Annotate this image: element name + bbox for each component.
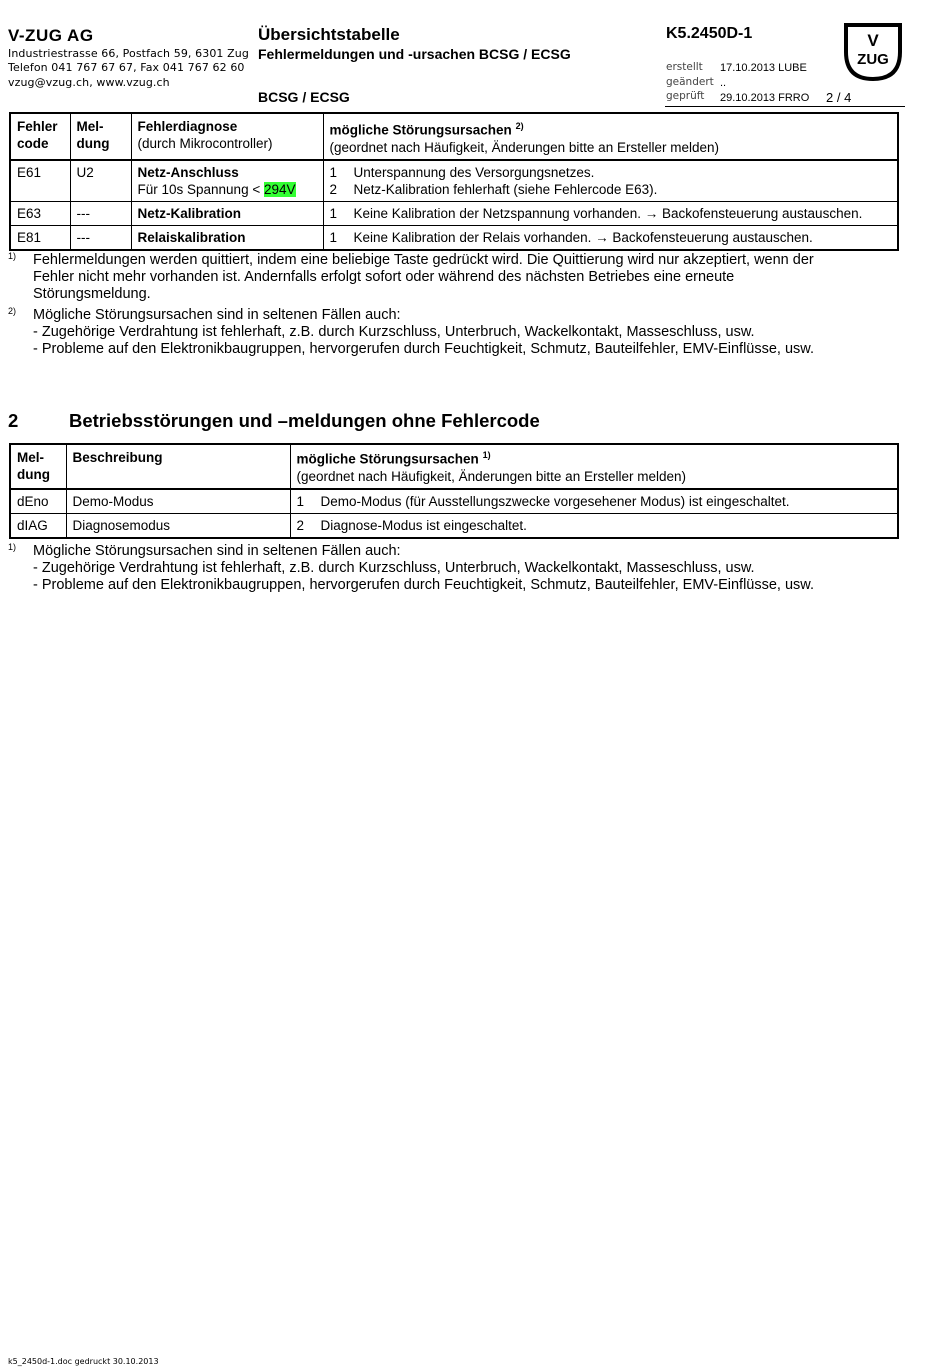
document-number: K5.2450D-1 (666, 25, 753, 42)
row-diagnose: Netz-Kalibration (131, 201, 323, 225)
row-causes: 1 Keine Kalibration der Netzspannung vorhanden. → Backofensteuerung austauschen. (323, 201, 898, 225)
document-title: Übersichtstabelle (258, 25, 400, 44)
company-name: V-ZUG AG (8, 26, 94, 45)
header-causes: mögliche Störungsursachen $^{2)}$ (geordnet nach Häufigkeit, Änderungen bitte an Ersteller melden) (323, 113, 898, 160)
svg-text:V: V (867, 31, 879, 50)
row-meldung: --- (70, 201, 131, 225)
row-beschreibung: Demo-Modus (66, 489, 290, 514)
row-code: E61 (10, 160, 70, 202)
header-diagnose: Fehlerdiagnose (durch Mikrocontroller) (131, 113, 323, 160)
company-web: vzug@vzug.ch, www.vzug.ch (8, 76, 170, 89)
row-diagnose: Netz-Anschluss Für 10s Spannung < 294V (131, 160, 323, 202)
meta-value-checked: 29.10.2013 FRRO (720, 92, 810, 104)
meta-label-changed: geändert (666, 76, 714, 88)
vzug-logo (843, 22, 903, 82)
row-code: E81 (10, 225, 70, 250)
footnote-section2: 1) Mögliche Störungsursachen sind in seltenen Fällen auch: - Zugehörige Verdrahtung ist fehlerhaft, z.B. durch Kurzschluss, Unterbruch, Wackelkontakt, Masseschluss, usw. - Probleme auf den Elektronikbaugruppen, hervorgerufen durch Feuchtigkeit, Schmutz, Bauteilfehler, EMV-Einflüsse, usw. (8, 542, 815, 593)
error-code-table (9, 112, 899, 251)
table-row (10, 160, 898, 202)
row-meldung: --- (70, 225, 131, 250)
row-causes: 1 Keine Kalibration der Relais vorhanden. → Backofensteuerung austauschen. (323, 225, 898, 250)
company-address: Industriestrasse 66, Postfach 59, 6301 Zug (8, 47, 249, 60)
footnote-2: 2) Mögliche Störungsursachen sind in seltenen Fällen auch: - Zugehörige Verdrahtung ist fehlerhaft, z.B. durch Kurzschluss, Unterbruch, Wackelkontakt, Masseschluss, usw. - Probleme auf den Elektronikbaugruppen, hervorgerufen durch Feuchtigkeit, Schmutz, Bauteilfehler, EMV-Einflüsse, usw. (8, 306, 815, 357)
row-causes: 1 Demo-Modus (für Ausstellungszwecke vorgesehener Modus) ist eingeschaltet. (290, 489, 898, 514)
table-row (10, 489, 898, 514)
row-meldung: dIAG (10, 513, 66, 538)
table-row (10, 513, 898, 538)
table-row (10, 201, 898, 225)
row-causes: 1 Unterspannung des Versorgungsnetzes. 2 Netz-Kalibration fehlerhaft (siehe Fehlercode E63). (323, 160, 898, 202)
row-diagnose: Relaiskalibration (131, 225, 323, 250)
print-footer: k5_2450d-1.doc gedruckt 30.10.2013 (8, 1357, 159, 1366)
header-meldung: Mel- dung (70, 113, 131, 160)
header-beschreibung: Beschreibung (66, 444, 290, 489)
meta-value-created: 17.10.2013 LUBE (720, 62, 807, 74)
row-meldung: U2 (70, 160, 131, 202)
footnote-1: 1) Fehlermeldungen werden quittiert, indem eine beliebige Taste gedrückt wird. Die Quittierung wird nur akzeptiert, wenn der Fehler nicht mehr vorhanden ist. Andernfalls erfolgt sofort oder während des nächsten Betriebes eine erneute Störungsmeldung. (8, 251, 814, 302)
meta-label-created: erstellt (666, 61, 703, 73)
table-header-row (10, 444, 898, 489)
row-code: E63 (10, 201, 70, 225)
meta-value-changed: .. (720, 77, 727, 89)
header-meldung: Mel- dung (10, 444, 66, 489)
table-row (10, 225, 898, 250)
row-meldung: dEno (10, 489, 66, 514)
header-causes: mögliche Störungsursachen $^{1)}$ (geordnet nach Häufigkeit, Änderungen bitte an Ersteller melden) (290, 444, 898, 489)
svg-text:ZUG: ZUG (857, 51, 889, 68)
header-error-code: Fehler code (10, 113, 70, 160)
highlight-voltage: 294V (263, 181, 296, 197)
meta-label-checked: geprüft (666, 90, 705, 102)
page-number: 2 / 4 (826, 90, 852, 105)
table-header-row (10, 113, 898, 160)
status-message-table (9, 443, 899, 539)
company-phone-fax: Telefon 041 767 67 67, Fax 041 767 62 60 (8, 61, 245, 74)
row-beschreibung: Diagnosemodus (66, 513, 290, 538)
row-causes: 2 Diagnose-Modus ist eingeschaltet. (290, 513, 898, 538)
header-divider (665, 106, 905, 107)
document-subtitle: Fehlermeldungen und -ursachen BCSG / ECSG (258, 46, 571, 62)
document-model: BCSG / ECSG (258, 89, 350, 105)
section-heading: 2 Betriebsstörungen und –meldungen ohne Fehlercode (8, 410, 540, 431)
